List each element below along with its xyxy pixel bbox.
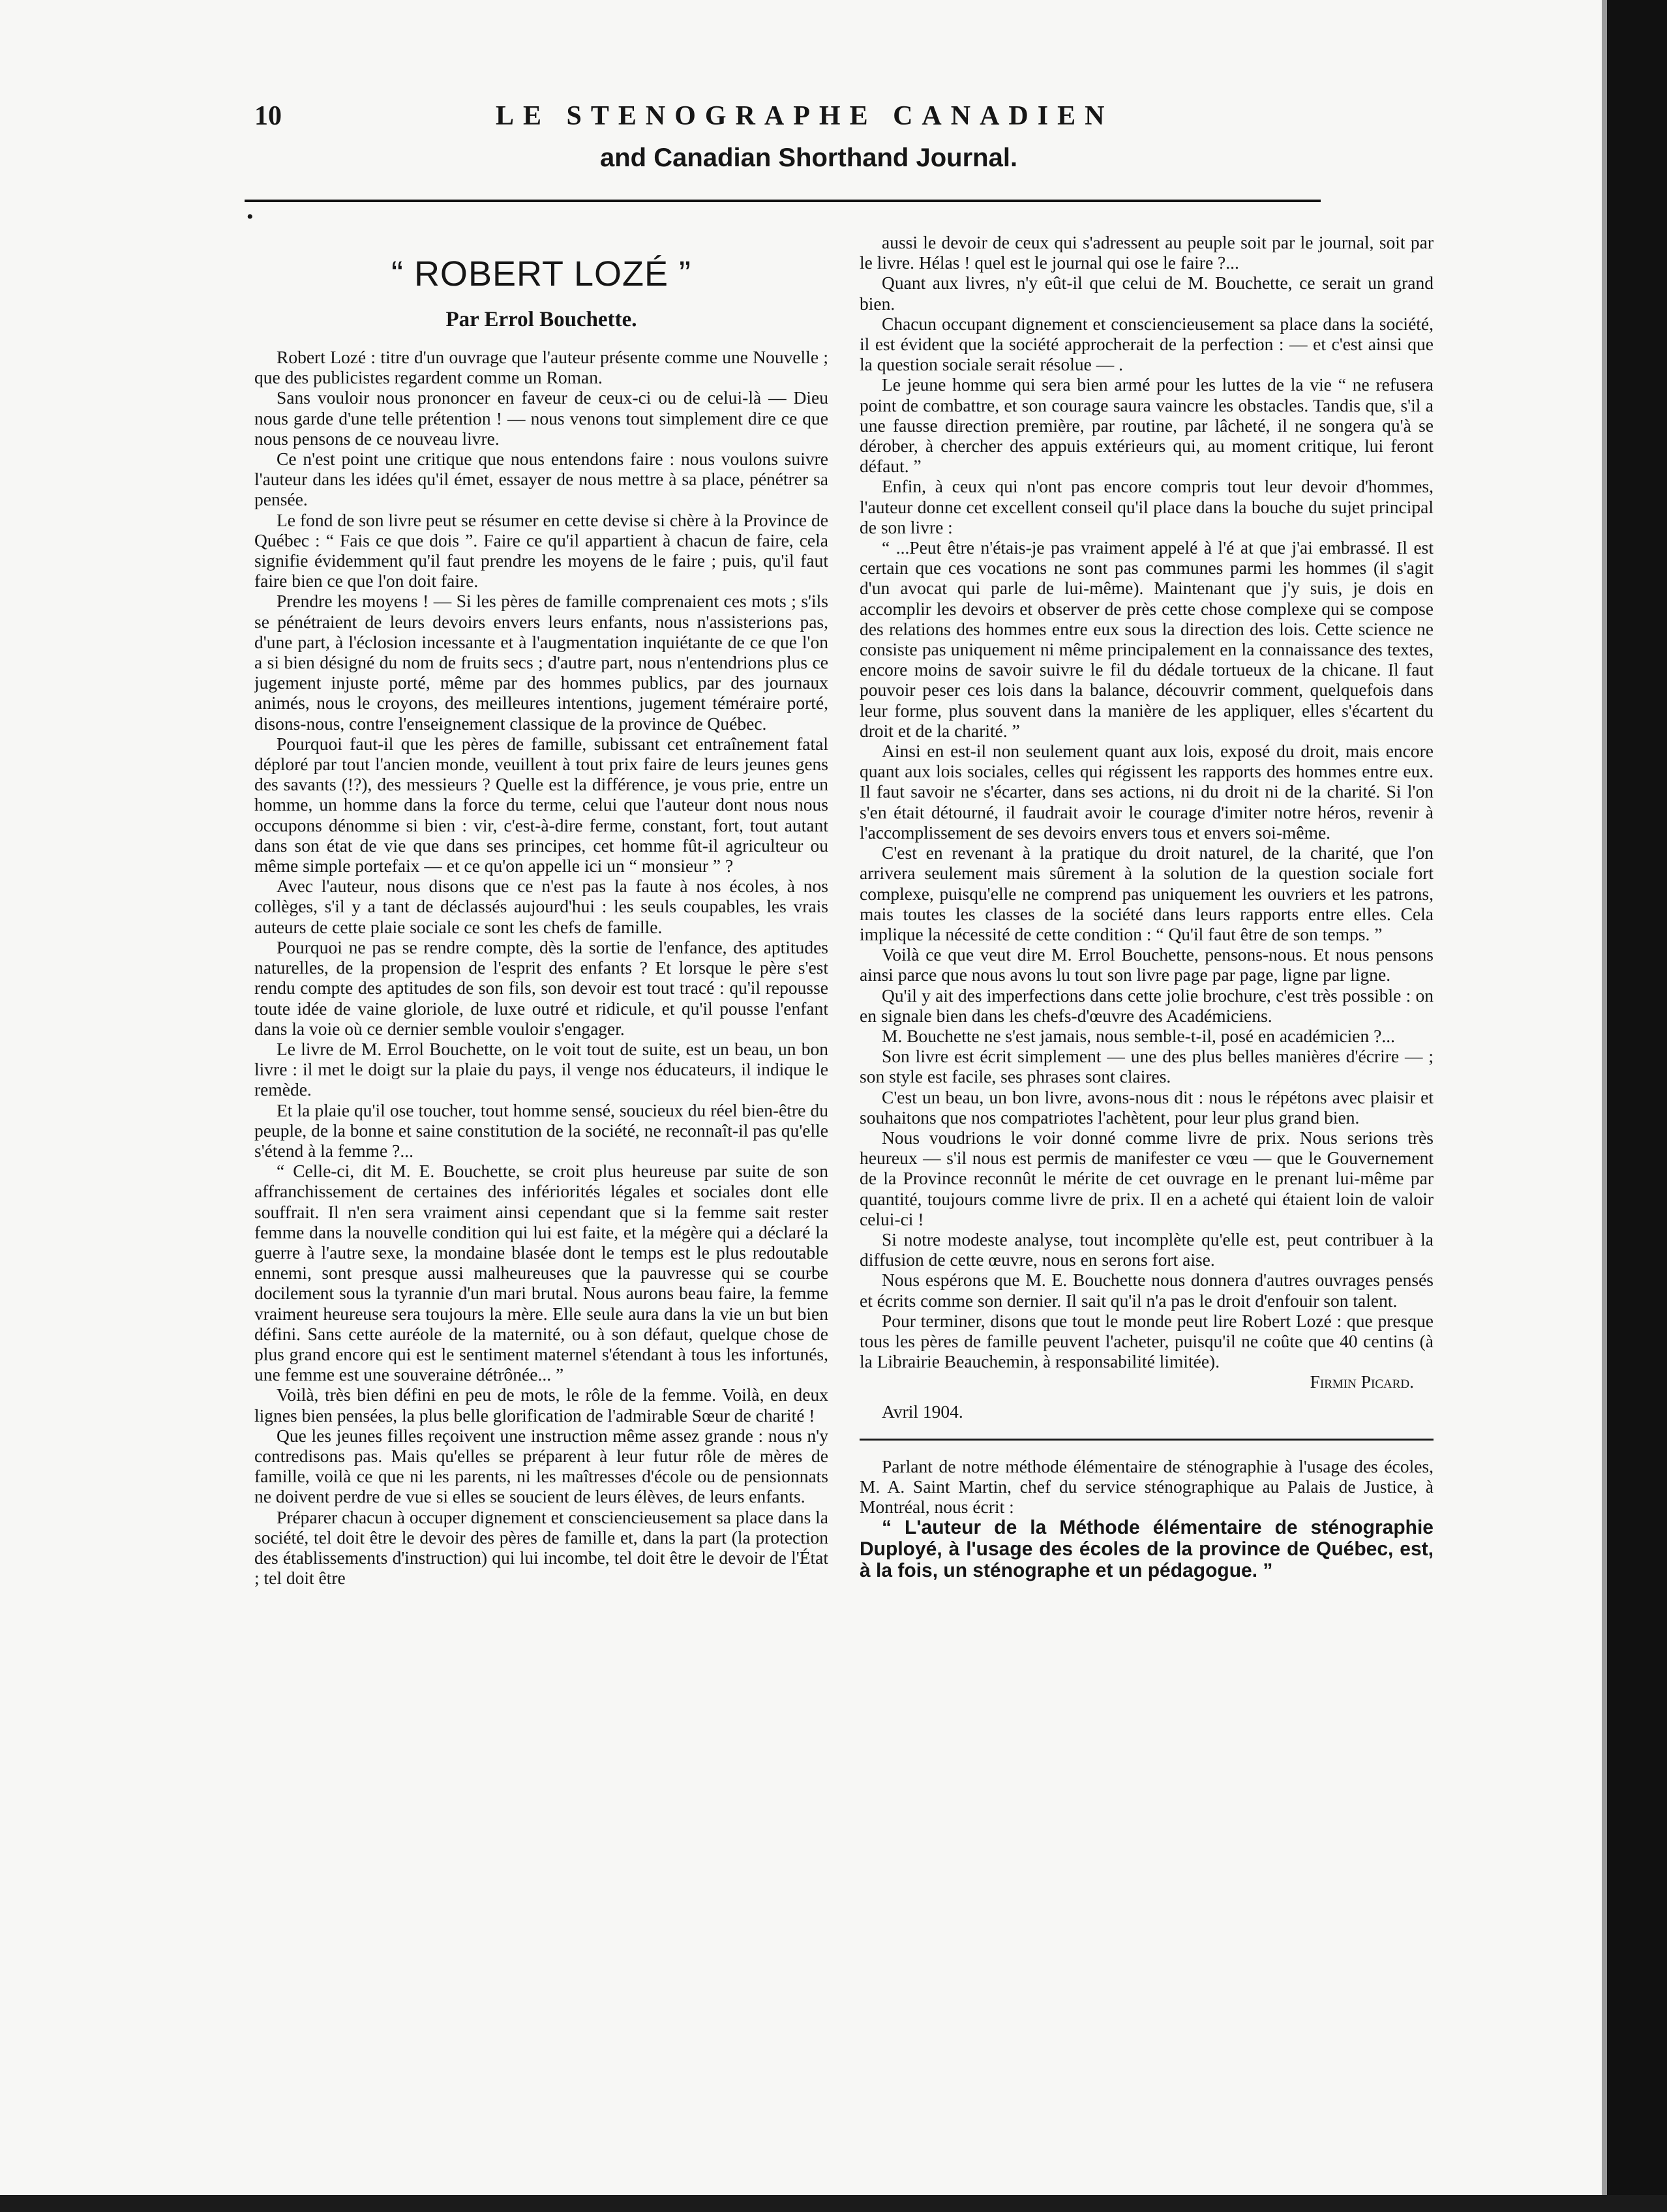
paragraph: Pourquoi ne pas se rendre compte, dès la sortie de l'enfance, des aptitudes naturelles, de la propension de l'esprit des enfants ? Et lorsque le père s'est rendu compte des aptitudes de son fils, son devoir est tout tracé : qu'il repousse toute idée de vaine gloriole, de luxe outré et ridicule, et qu'il pousse l'enfant dans la voie où ce dernier semble vouloir s'engager. [254, 936, 828, 1039]
section-divider [860, 1439, 1434, 1441]
page-header [248, 98, 1304, 183]
right-column [860, 232, 1434, 2123]
paragraph: “ Celle-ci, dit M. E. Bouchette, se croit plus heureuse par suite de son affranchissement de certaines des infériorités légales et sociales dont elle souffrait. Il n'en sera vraiment ainsi cependant que si la femme sait rester femme dans la nouvelle condition qui lui est faite, et la mégère qui a déclaré la guerre à l'autre sexe, la mondaine blasée dont le temps est le plus redoutable ennemi, sont presque aussi malheureuses que la pauvresse qui se courbe docilement sous la tyrannie d'un mari brutal. Nous aurons beau faire, la femme vraiment heureuse sera toujours la mère. Elle seule aura dans la vie un but bien défini. Sans cette auréole de la maternité, ou à son défaut, quelque chose de plus grand encore qui est le sentiment maternel s'étendant à tous les infortunés, une femme est une souveraine détrônée... ” [254, 1161, 828, 1385]
article-date: Avril 1904. [882, 1401, 963, 1422]
paragraph: Le fond de son livre peut se résumer en cette devise si chère à la Province de Québec : “ Fais ce que dois ”. Faire ce qu'il appartient à chacun de faire, cela signifie évidemment qu'il faut prendre les moyens de le faire ; puis, qu'il faut faire bien ce que l'on doit faire. [254, 509, 828, 591]
paragraph: C'est en revenant à la pratique du droit naturel, de la charité, que l'on arrivera seulement mais sûrement à la solution de la question sociale fort complexe, puisqu'elle ne comprend pas uniquement les ouvriers et les patrons, mais toutes les classes de la société dans leurs rapports entre elles. Cela implique la nécessité de cette condition : “ Qu'il faut être de son temps. ” [860, 843, 1434, 944]
paragraph: Nous voudrions le voir donné comme livre de prix. Nous serions très heureux — s'il nous est permis de manifester ce vœu — que le Gouvernement de la Province reconnût le mérite de cet ouvrage en le prenant lui-même par quantité, toujours comme livre de prix. Il en a acheté qui étaient loin de valoir celui-ci ! [860, 1127, 1434, 1229]
paragraph: Avec l'auteur, nous disons que ce n'est pas la faute à nos écoles, à nos collèges, s'il y a tant de déclassés aujourd'hui : les seuls coupables, les vrais auteurs de cette plaie sociale ce sont les chefs de famille. [254, 876, 828, 937]
paragraph: Qu'il y ait des imperfections dans cette jolie brochure, c'est très possible : on en signale bien dans les chefs-d'œuvre des Académiciens. [860, 985, 1434, 1026]
margin-mark: • [247, 206, 254, 228]
paragraph: Son livre est écrit simplement — une des plus belles manières d'écrire — ; son style est facile, ses phrases sont claires. [860, 1046, 1434, 1087]
article-byline: Par Errol Bouchette. [445, 308, 637, 331]
paragraph: Chacun occupant dignement et consciencieusement sa place dans la société, il est évident que la société approcherait de la perfection : — et c'est ainsi que la question sociale serait résolue — . [860, 313, 1434, 375]
left-paragraphs [254, 347, 828, 1588]
page-number: 10 [254, 101, 282, 131]
paragraph: Nous espérons que M. E. Bouchette nous donnera d'autres ouvrages pensés et écrits comme son dernier. Il sait qu'il n'a pas le droit d'enfouir son talent. [860, 1270, 1434, 1311]
paragraph: Si notre modeste analyse, tout incomplète qu'elle est, peut contribuer à la diffusion de cette œuvre, nous en serons fort aise. [860, 1229, 1434, 1270]
paragraph: Que les jeunes filles reçoivent une instruction même assez grande : nous n'y contredisons pas. Mais qu'elles se préparent à leur futur rôle de mères de famille, voilà ce que ni les parents, ni les maîtresses d'école ou de pensionnats ne doivent perdre de vue si elles se soucient de leurs élèves, de leurs enfants. [254, 1425, 828, 1507]
paragraph: Sans vouloir nous prononcer en faveur de ceux-ci ou de celui-là — Dieu nous garde d'une telle prétention ! — nous venons tout simplement dire ce que nous pensons de ce nouveau livre. [254, 387, 828, 449]
header-rule [245, 200, 1321, 202]
scan-border-bottom [0, 2195, 1667, 2212]
journal-subtitle: and Canadian Shorthand Journal. [600, 143, 1018, 172]
paragraph: Enfin, à ceux qui n'ont pas encore compris tout leur devoir d'hommes, l'auteur donne cet excellent conseil qu'il place dans la bouche du sujet principal de son livre : [860, 476, 1434, 537]
right-paragraphs [860, 232, 1434, 1371]
left-column [254, 228, 828, 2119]
paragraph: Préparer chacun à occuper dignement et consciencieusement sa place dans la société, tel doit être le devoir des pères de famille et, dans la part (la protection des établissements d'instruction) qui lui incombe, tel doit être le devoir de l'État ; tel doit être [254, 1506, 828, 1589]
scan-border-right [1607, 0, 1667, 2212]
paragraph: M. Bouchette ne s'est jamais, nous semble-t-il, posé en académicien ?... [882, 1025, 1395, 1046]
paragraph: C'est un beau, un bon livre, avons-nous dit : nous le répétons avec plaisir et souhaitons que nos compatriotes l'achètent, pour leur plus grand bien. [860, 1086, 1434, 1128]
paragraph: Pourquoi faut-il que les pères de famille, subissant cet entraînement fatal déploré par tout l'ancien monde, veuillent à tout prix faire de leurs jeunes gens des savants (!?), des messieurs ? Quelle est la différence, je vous prie, entre un homme, un homme dans la force du terme, celui que l'auteur dont nous nous occupons dénomme si bien : vir, c'est-à-dire ferme, constant, fort, tout autant dans son état de vie que dans ses principes, cet homme fût-il agriculteur ou même simple portefaix — et ce qu'on appelle ici un “ monsieur ” ? [254, 733, 828, 876]
paragraph: Et la plaie qu'il ose toucher, tout homme sensé, soucieux du réel bien-être du peuple, de la bonne et saine constitution de la société, ne reconnaît-il pas qu'elle s'étend à la femme ?... [254, 1099, 828, 1161]
paragraph: Le livre de M. Errol Bouchette, on le voit tout de suite, est un beau, un bon livre : il met le doigt sur la plaie du pays, il venge nos éducateurs, il indique le remède. [254, 1038, 828, 1100]
paragraph: Quant aux livres, n'y eût-il que celui de M. Bouchette, ce serait un grand bien. [860, 273, 1434, 314]
paragraph: Prendre les moyens ! — Si les pères de famille comprenaient ces mots ; s'ils se pénétraient de leurs devoirs envers leurs enfants, nous n'assisterions pas, d'une part, à l'éclosion incessante et à l'augmentation inquiétante de ce que l'on a si bien désigné du nom de fruits secs ; d'autre part, nous n'entendrions plus ce jugement injuste porté, même par des hommes publics, par des journaux animés, nous le croyons, des meilleures intentions, jugement téméraire porté, disons-nous, contre l'enseignement classique de la province de Québec. [254, 591, 828, 734]
paragraph: Pour terminer, disons que tout le monde peut lire Robert Lozé : que presque tous les pères de famille peuvent l'acheter, puisqu'il ne coûte que 40 centins (à la Librairie Beauchemin, à responsabilité limitée). [860, 1310, 1434, 1372]
notice-intro: Parlant de notre méthode élémentaire de sténographie à l'usage des écoles, M. A. Saint Martin, chef du service sténographique au Palais de Justice, à Montréal, nous écrit : [860, 1456, 1434, 1517]
page-edge-shadow [1602, 0, 1607, 2212]
paragraph: Le jeune homme qui sera bien armé pour les luttes de la vie “ ne refusera point de combattre, et son courage saura vaincre les obstacles. Tandis que, s'il a une fausse direction première, par routine, par lâcheté, il ne songera qu'à se dérober, à chercher des appuis extérieurs qui, au moment critique, lui feront défaut. ” [860, 374, 1434, 477]
journal-title: LE STENOGRAPHE CANADIEN [496, 101, 1114, 131]
paragraph: Ainsi en est-il non seulement quant aux lois, exposé du droit, mais encore quant aux lois sociales, celles qui régissent les rapports des hommes entre eux. Il faut savoir ne s'écarter, dans ses actions, ni du droit ni de la charité. Si l'on s'en était détourné, il faudrait avoir le courage d'imiter notre héros, revenir à l'accomplissement de ses devoirs envers tous et envers soi-même. [860, 741, 1434, 843]
paragraph: Robert Lozé : titre d'un ouvrage que l'auteur présente comme une Nouvelle ; que des publicistes regardent comme un Roman. [254, 347, 828, 388]
paragraph: Voilà ce que veut dire M. Errol Bouchette, pensons-nous. Et nous pensons ainsi parce que nous avons lu tout son livre page par page, ligne par ligne. [860, 944, 1434, 985]
article-signature: Firmin Picard. [1310, 1371, 1414, 1392]
article-title: “ ROBERT LOZÉ ” [391, 254, 692, 293]
notice-quote: “ L'auteur de la Méthode élémentaire de sténographie Duployé, à l'usage des écoles de la province de Québec, est, à la fois, un sténographe et un pédagogue. ” [860, 1517, 1434, 1582]
paragraph: “ ...Peut être n'étais-je pas vraiment appelé à l'é at que j'ai embrassé. Il est certain que ces vocations ne sont pas communes parmi les hommes (il s'agit d'un avocat qui parle de lui-même). Maintenant que j'y suis, je dois en accomplir les devoirs et observer de près cette chose complexe qui se compose des relations des hommes entre eux sous la direction des lois. Cette science ne consiste pas uniquement ni même principalement en la connaissance des textes, encore moins de savoir suivre le fil du dédale tortueux de la chicane. Il faut pouvoir peser ces lois dans la balance, découvrir comment, quelquefois dans leur forme, plus souvent dans la manière de les appliquer, elles s'écartent du droit et de la charité. ” [860, 537, 1434, 741]
paragraph: Ce n'est point une critique que nous entendons faire : nous voulons suivre l'auteur dans les idées qu'il émet, essayer de nous mettre à sa place, pénétrer sa pensée. [254, 449, 828, 510]
paragraph: Voilà, très bien défini en peu de mots, le rôle de la femme. Voilà, en deux lignes bien pensées, la plus belle glorification de l'admirable Sœur de charité ! [254, 1384, 828, 1426]
paragraph: aussi le devoir de ceux qui s'adressent au peuple soit par le journal, soit par le livre. Hélas ! quel est le journal qui ose le faire ?... [860, 232, 1434, 273]
